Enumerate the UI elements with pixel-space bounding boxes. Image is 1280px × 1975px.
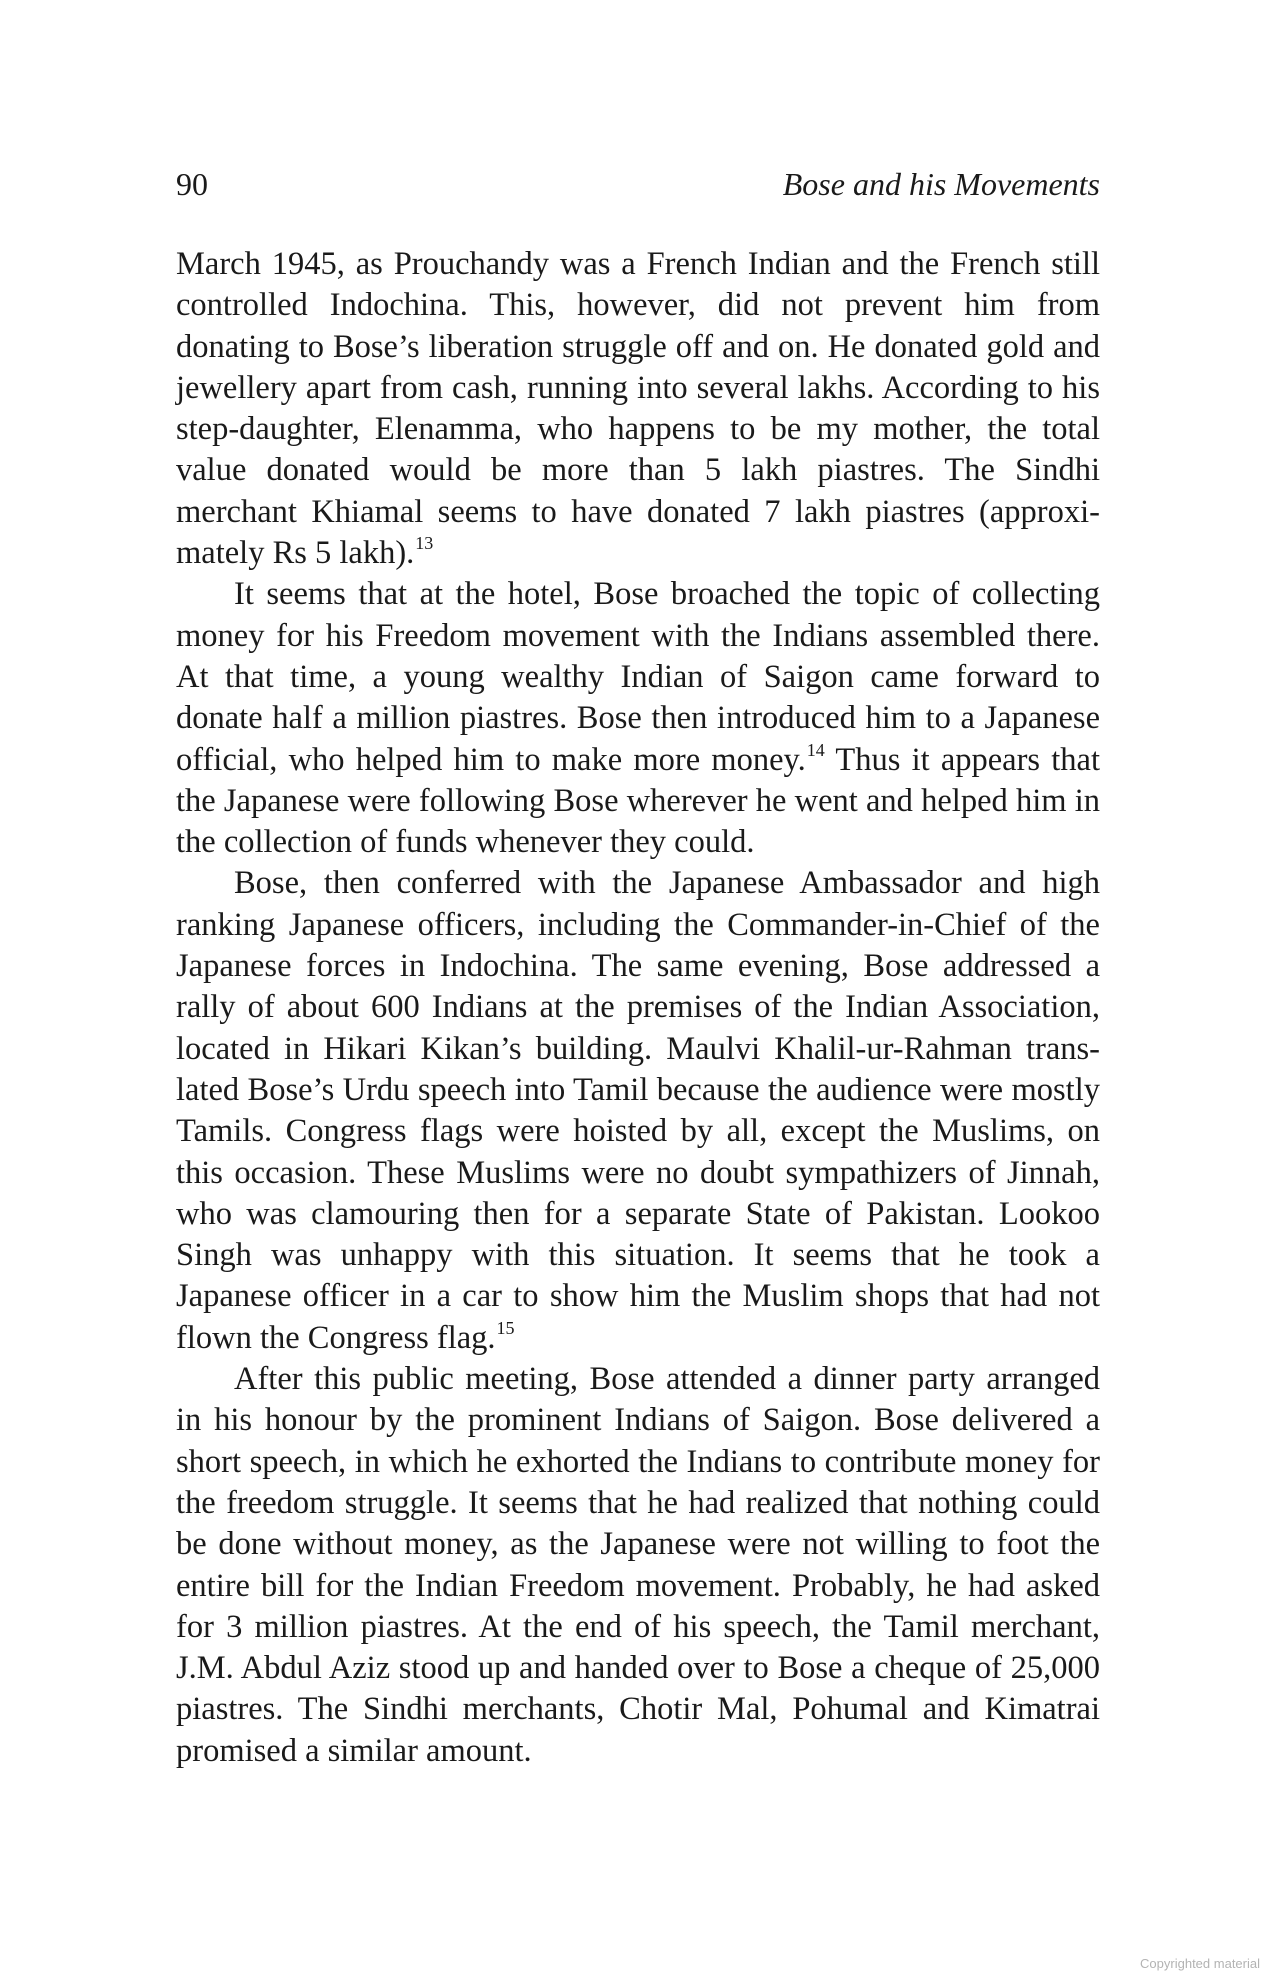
running-head — [176, 162, 1100, 206]
paragraph-text: Bose, then conferred with the Japanese Ambassador and high ranking Japanese officers, including the Commander-in-Chief of the Japanese forces in Indochina. The same evening, Bose addressed a rally of about 600 Indians at the premises of the Indian Association, located in Hikari Kikan’s building. Maulvi Khalil-ur-Rahman translated Bose’s Urdu speech into Tamil because the audience were mostly Tamils. Congress flags were hoisted by all, except the Muslims, on this occasion. These Muslims were no doubt sympathizers of Jinnah, who was clamouring then for a separate State of Pakistan. Lookoo Singh was unhappy with this situation. It seems that he took a Japanese officer in a car to show him the Muslim shops that had not flown the Congress flag. — [176, 865, 1100, 1356]
page-number: 90 — [176, 166, 208, 202]
paragraph-text: Thus it appears that the Japanese were following Bose wherever he went and helped him in the collection of funds whenever they could. — [176, 741, 1100, 861]
paragraph-3 — [176, 863, 1100, 1359]
paragraph-text: After this public meeting, Bose attended a dinner party arranged in his honour by the prominent Indians of Saigon. Bose delivered a short speech, in which he exhorted the Indians to contribute money for the freedom struggle. It seems that he had realized that nothing could be done without money, as the Japanese were not willing to foot the entire bill for the Indian Freedom movement. Probably, he had asked for 3 million piastres. At the end of his speech, the Tamil merchant, J.M. Abdul Aziz stood up and handed over to Bose a cheque of 25,000 piastres. The Sindhi merchants, Chotir Mal, Pohumal and Kimatrai promised a similar amount. — [176, 1361, 1100, 1769]
paragraph-1 — [176, 244, 1100, 574]
body-text — [176, 244, 1100, 1772]
footnote-ref-14[interactable]: 14 — [806, 739, 825, 760]
paragraph-4 — [176, 1359, 1100, 1772]
paragraph-text: March 1945, as Prouchandy was a French Indian and the French still controlled Indochina. This, however, did not prevent him from donating to Bose’s liberation struggle off and on. He donated gold and jewellery apart from cash, running into several lakhs. According to his step-daughter, Elenamma, who happens to be my mother, the total value donated would be more than 5 lakh piastres. The Sindhi merchant Khiamal seems to have donated 7 lakh piastres (approximately Rs 5 lakh). — [176, 246, 1100, 572]
copyright-notice: Copyrighted material — [1140, 1956, 1260, 1971]
footnote-ref-13[interactable]: 13 — [415, 533, 434, 554]
paragraph-2 — [176, 574, 1100, 863]
paragraph-text: It seems that at the hotel, Bose broached the topic of collecting money for his Freedom movement with the Indians assembled there. At that time, a young wealthy Indian of Saigon came forward to donate half a million piastres. Bose then introduced him to a Japanese official, who helped him to make more money. — [176, 576, 1100, 778]
running-title: Bose and his Movements — [782, 166, 1100, 202]
footnote-ref-15[interactable]: 15 — [496, 1317, 515, 1338]
